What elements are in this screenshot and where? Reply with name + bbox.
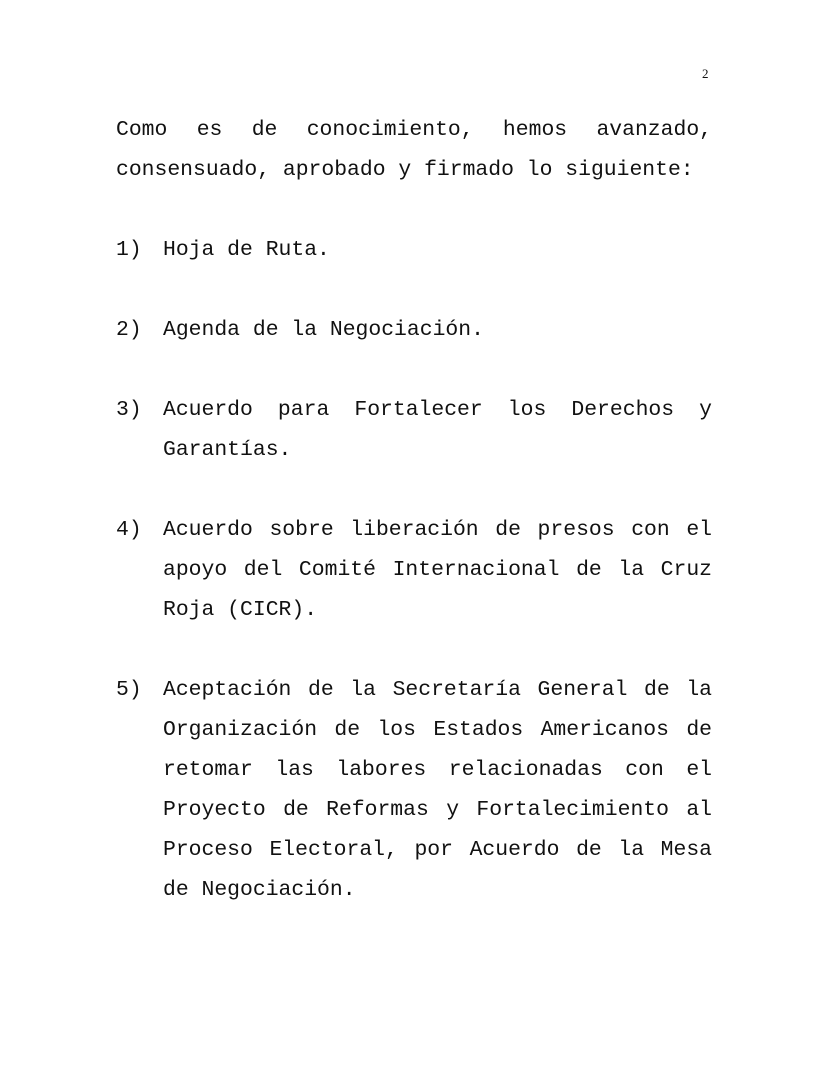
list-item-1 — [116, 230, 712, 270]
list-item-4 — [116, 510, 712, 630]
item-text: Acuerdo para Fortalecer los Derechos y Garantías. — [163, 398, 712, 462]
intro-paragraph: Como es de conocimiento, hemos avanzado, consensuado, aprobado y firmado lo siguiente: — [116, 118, 712, 182]
list-item-5 — [116, 670, 712, 910]
item-number: 2) — [116, 318, 142, 342]
item-text: Agenda de la Negociación. — [163, 318, 484, 342]
item-text: Hoja de Ruta. — [163, 238, 330, 262]
page-number: 2 — [702, 66, 709, 81]
item-text: Acuerdo sobre liberación de presos con el apoyo del Comité Internacional de la Cruz Roja (CICR). — [163, 518, 712, 622]
agreements-list — [116, 230, 712, 910]
list-item-3 — [116, 390, 712, 470]
document-body — [116, 110, 712, 950]
item-number: 5) — [116, 678, 142, 702]
item-number: 4) — [116, 518, 142, 542]
item-number: 1) — [116, 238, 142, 262]
item-number: 3) — [116, 398, 142, 422]
item-text: Aceptación de la Secretaría General de la Organización de los Estados Americanos de retomar las labores relacionadas con el Proyecto de Reformas y Fortalecimiento al Proceso Electoral, por Acuerdo de la Mesa de Negociación. — [163, 678, 712, 902]
list-item-2 — [116, 310, 712, 350]
